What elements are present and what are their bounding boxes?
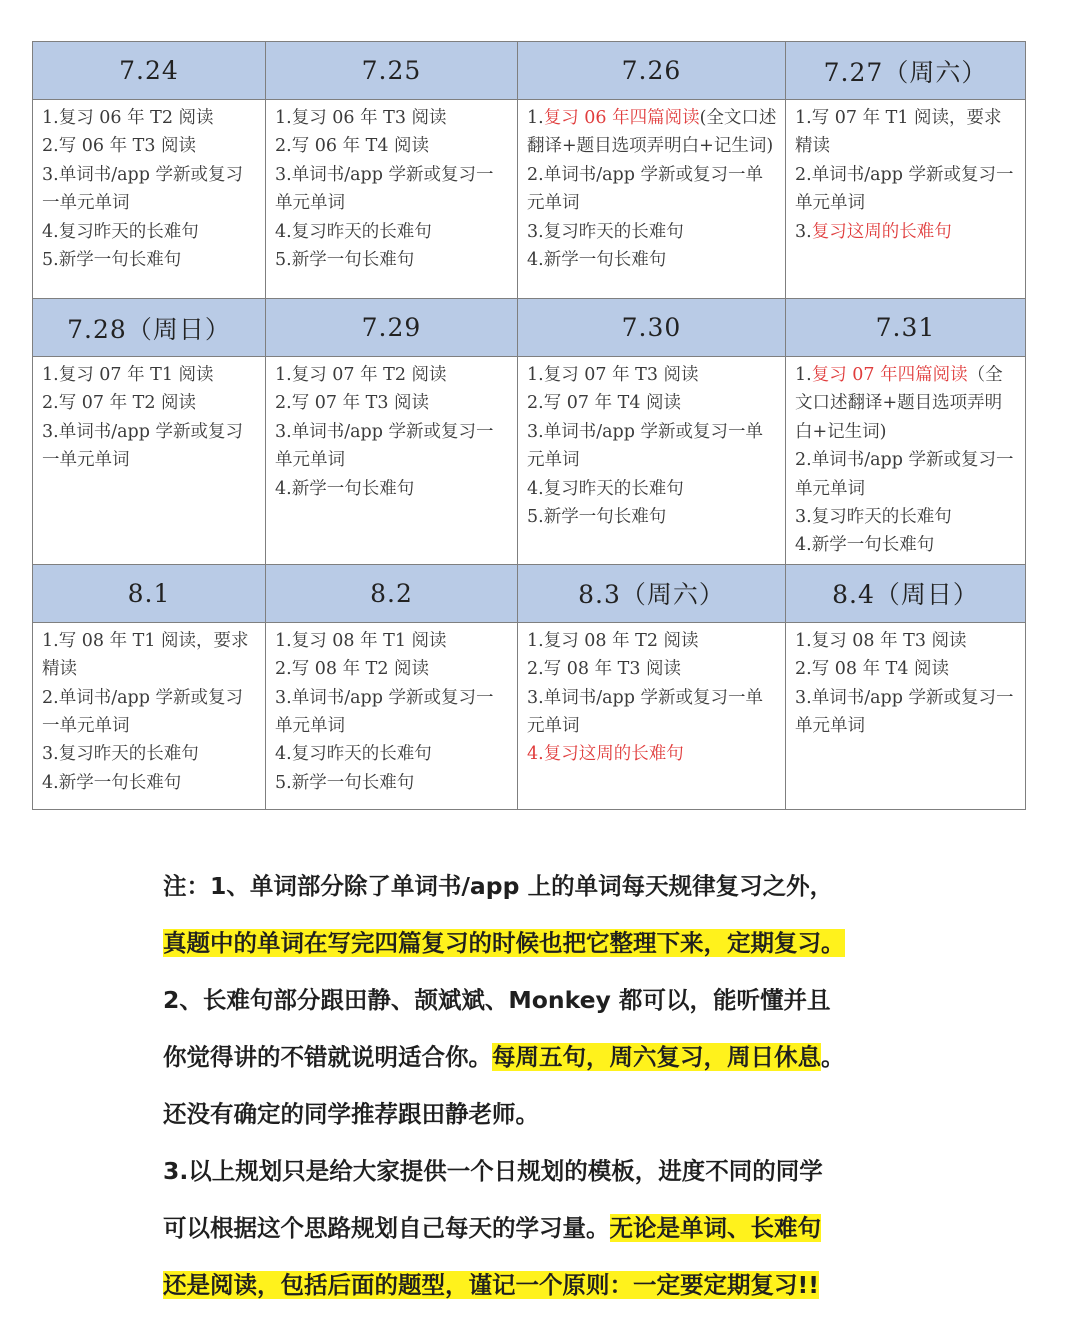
- task-number: 3.: [795, 221, 812, 242]
- task-item: 5.新学一句长难句: [527, 507, 667, 528]
- highlighted-text: 还是阅读，包括后面的题型，谨记一个原则：一定要定期复习!!: [163, 1271, 819, 1299]
- date-header: 8.4（周日）: [786, 564, 1026, 622]
- note-text: 2、长难句部分跟田静、颉斌斌、Monkey 都可以，能听懂并且: [163, 986, 831, 1014]
- task-item: 1.复习 07 年 T3 阅读: [527, 365, 699, 385]
- task-cell: [266, 100, 518, 299]
- task-item: 2.单词书/app 学新或复习一单元单词: [795, 164, 1014, 214]
- task-item: 4.复习昨天的长难句: [42, 221, 199, 242]
- task-number: 4.: [527, 744, 544, 765]
- task-item: [527, 104, 777, 161]
- task-item: 2.单词书/app 学新或复习一单元单词: [795, 450, 1014, 499]
- task-cell: [518, 622, 786, 809]
- task-item: 2.写 08 年 T2 阅读: [275, 659, 430, 680]
- task-item: 3.复习昨天的长难句: [42, 744, 199, 765]
- note-line: [163, 972, 943, 1029]
- task-item: 1.复习 08 年 T2 阅读: [527, 630, 699, 651]
- notes-section: [163, 858, 943, 1314]
- task-number: 1.: [527, 108, 544, 128]
- task-item: 1.复习 07 年 T1 阅读: [42, 365, 214, 385]
- task-item: [795, 218, 1017, 246]
- task-item: 1.复习 07 年 T2 阅读: [275, 365, 447, 385]
- task-item: 3.单词书/app 学新或复习一单元单词: [275, 421, 494, 471]
- task-cell: [33, 357, 266, 565]
- task-item: 3.单词书/app 学新或复习一单元单词: [275, 164, 494, 214]
- date-header: 8.3（周六）: [518, 564, 786, 622]
- date-header-row: [33, 42, 1026, 100]
- task-detail: （全文口述翻译+题目选项弄明白+记生词): [795, 365, 1003, 442]
- task-item: 2.写 07 年 T4 阅读: [527, 393, 682, 414]
- task-item: 3.单词书/app 学新或复习一单元单词: [275, 687, 494, 737]
- date-header: 7.30: [518, 299, 786, 357]
- task-emphasis: 复习这周的长难句: [811, 221, 952, 242]
- task-item: 4.新学一句长难句: [275, 478, 415, 499]
- task-item: 4.复习昨天的长难句: [275, 221, 432, 242]
- note-text: 3.以上规划只是给大家提供一个日规划的模板，进度不同的同学: [163, 1157, 823, 1185]
- task-item: 2.写 06 年 T4 阅读: [275, 136, 430, 157]
- task-cell: [786, 357, 1026, 565]
- date-header: 8.2: [266, 564, 518, 622]
- task-cell: [266, 357, 518, 565]
- task-item: 1.写 07 年 T1 阅读，要求精读: [795, 108, 1002, 157]
- task-cell: [518, 357, 786, 565]
- date-header: 7.25: [266, 42, 518, 100]
- task-row: [33, 100, 1026, 299]
- task-item: 2.写 06 年 T3 阅读: [42, 136, 197, 157]
- date-header: 7.26: [518, 42, 786, 100]
- date-header: 7.28（周日）: [33, 299, 266, 357]
- task-cell: [266, 622, 518, 809]
- date-header-row: [33, 299, 1026, 357]
- date-header: 7.31: [786, 299, 1026, 357]
- note-text: 你觉得讲的不错就说明适合你。: [163, 1043, 492, 1071]
- task-item: 5.新学一句长难句: [275, 772, 415, 793]
- note-text: 可以根据这个思路规划自己每天的学习量。: [163, 1214, 610, 1242]
- task-item: 5.新学一句长难句: [42, 250, 182, 271]
- task-item: 1.复习 08 年 T1 阅读: [275, 630, 447, 651]
- task-item: 2.写 07 年 T3 阅读: [275, 393, 430, 414]
- task-item: 4.复习昨天的长难句: [275, 744, 432, 765]
- schedule-table: [32, 41, 1026, 810]
- task-item: 1.写 08 年 T1 阅读，要求精读: [42, 630, 249, 680]
- highlighted-text: 真题中的单词在写完四篇复习的时候也把它整理下来，定期复习。: [163, 929, 845, 957]
- task-number: 1.: [795, 365, 812, 385]
- task-item: 2.写 07 年 T2 阅读: [42, 393, 197, 414]
- task-detail: (全文口述翻译+题目选项弄明白+记生词): [527, 108, 777, 157]
- task-emphasis: 复习 06 年四篇阅读: [543, 108, 700, 128]
- task-cell: [33, 100, 266, 299]
- task-item: [527, 740, 777, 768]
- highlighted-text: 每周五句，周六复习，周日休息: [492, 1043, 821, 1071]
- task-item: 1.复习 06 年 T3 阅读: [275, 108, 447, 128]
- note-line: [163, 1086, 943, 1143]
- task-emphasis: 复习这周的长难句: [543, 744, 684, 765]
- task-item: [795, 361, 1017, 446]
- task-item: 2.单词书/app 学新或复习一单元单词: [527, 164, 763, 214]
- date-header: 8.1: [33, 564, 266, 622]
- highlighted-text: 无论是单词、长难句: [609, 1214, 821, 1242]
- task-item: 2.单词书/app 学新或复习一单元单词: [42, 687, 243, 737]
- task-cell: [786, 100, 1026, 299]
- date-header-row: [33, 564, 1026, 622]
- date-header: 7.24: [33, 42, 266, 100]
- task-emphasis: 复习 07 年四篇阅读: [811, 365, 968, 385]
- task-item: 5.新学一句长难句: [275, 250, 415, 271]
- date-header: 7.27（周六）: [786, 42, 1026, 100]
- task-item: 3.复习昨天的长难句: [795, 507, 952, 528]
- note-text: 还没有确定的同学推荐跟田静老师。: [163, 1100, 539, 1128]
- note-line: [163, 1200, 943, 1257]
- task-item: 2.写 08 年 T3 阅读: [527, 659, 682, 680]
- task-item: 1.复习 06 年 T2 阅读: [42, 108, 214, 128]
- task-cell: [518, 100, 786, 299]
- task-item: 4.新学一句长难句: [795, 535, 935, 556]
- task-row: [33, 622, 1026, 809]
- date-header: 7.29: [266, 299, 518, 357]
- note-line: [163, 858, 943, 915]
- note-text: 注：1、单词部分除了单词书/app 上的单词每天规律复习之外，: [163, 872, 834, 900]
- note-line: [163, 1029, 943, 1086]
- task-item: 1.复习 08 年 T3 阅读: [795, 630, 967, 651]
- note-line: [163, 1143, 943, 1200]
- task-item: 2.写 08 年 T4 阅读: [795, 659, 950, 680]
- task-item: 3.单词书/app 学新或复习一单元单词: [42, 164, 243, 214]
- task-item: 4.复习昨天的长难句: [527, 478, 684, 499]
- task-item: 3.单词书/app 学新或复习一单元单词: [527, 421, 763, 471]
- task-item: 3.单词书/app 学新或复习一单元单词: [527, 687, 763, 737]
- task-item: 4.新学一句长难句: [42, 772, 182, 793]
- task-item: 3.单词书/app 学新或复习一单元单词: [42, 421, 243, 471]
- task-cell: [786, 622, 1026, 809]
- note-text: 。: [821, 1043, 845, 1071]
- note-line: [163, 1257, 943, 1314]
- task-item: 3.单词书/app 学新或复习一单元单词: [795, 687, 1014, 737]
- task-item: 3.复习昨天的长难句: [527, 221, 684, 242]
- task-row: [33, 357, 1026, 565]
- task-item: 4.新学一句长难句: [527, 250, 667, 271]
- task-cell: [33, 622, 266, 809]
- note-line: [163, 915, 943, 972]
